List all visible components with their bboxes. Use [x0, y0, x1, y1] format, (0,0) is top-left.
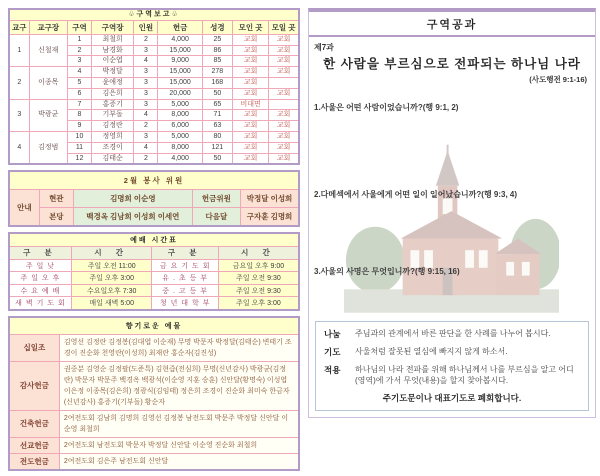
- cell-offering: 15,000: [158, 67, 202, 78]
- cell-district: 11: [67, 142, 91, 153]
- cell-offering-type: 건축헌금: [9, 410, 59, 437]
- cell-names: 백경옥 김남희 이성희 이세연: [73, 208, 192, 227]
- share-row: [324, 328, 580, 340]
- cell-guide-label: 안내: [9, 190, 39, 227]
- cell-met-place: 교회: [232, 45, 268, 56]
- cell-met-place: 교회: [232, 110, 268, 121]
- cell-bible: 278: [202, 67, 232, 78]
- cell-bible: 63: [202, 121, 232, 132]
- table-row: [9, 67, 299, 78]
- table-row: [9, 190, 299, 208]
- cell-time: 주일 오전 9:30: [218, 284, 299, 297]
- volunteer-table: [8, 170, 300, 227]
- cell-parish: 2: [9, 67, 29, 99]
- cell-parish-leader: 이종목: [29, 67, 67, 99]
- column-header: 교구장: [29, 20, 67, 34]
- cell-district: 1: [67, 34, 91, 45]
- lesson-right-page: [308, 8, 596, 418]
- schedule-title: 예배 시간표: [9, 233, 299, 246]
- column-header: 시 간: [71, 246, 152, 259]
- cell-meet-place: 교회: [269, 88, 299, 99]
- cell-count: 4: [134, 110, 158, 121]
- cell-met-place: 교회: [232, 131, 268, 142]
- pray-text: 사울처럼 잘못된 열심에 빠지지 않게 하소서.: [355, 347, 508, 356]
- worship-schedule-table: [8, 232, 300, 311]
- cell-met-place: 교회: [232, 77, 268, 88]
- column-header: 구 분: [9, 246, 71, 259]
- cell-count: 3: [134, 99, 158, 110]
- cell-district-leader: 홍증기: [92, 99, 134, 110]
- table-row: [9, 272, 299, 285]
- cell-district-leader: 김정란: [92, 121, 134, 132]
- table-header-row: [9, 246, 299, 259]
- cell-bible: 71: [202, 110, 232, 121]
- cell-parish: 1: [9, 34, 29, 66]
- cell-names: 박정달 이성희: [241, 190, 299, 208]
- table-row: [9, 131, 299, 142]
- application-box: [315, 321, 589, 411]
- table-title-row: [9, 317, 299, 335]
- apply-label: 적용: [324, 365, 341, 375]
- cell-time: 주일 오후 3:00: [218, 297, 299, 310]
- table-row: [9, 437, 299, 453]
- cell-offering-names: 권중분 김영순 김정팔(도준특) 김현즙(전심희) 무명(신년감사) 박광균(김정란) 박문자 박문주 백경옥 백광석(이순영 지훈 승훈) 신안달(황명숙) 이성엽 이은정 이종목(김은희) 정광식(김임태) 정은희 조경이 진순화 최미숙 한금자(신년감사) 홍증기(기부돌) 황순자: [59, 361, 299, 410]
- cell-met-place: 교회: [232, 142, 268, 153]
- cell-offering-names: 2여전도회 김남희 김명희 김영선 김정봉 남전도회 박문주 박정달 신안달 이순영 최철희: [59, 410, 299, 437]
- cell-meet-place: 교회: [269, 121, 299, 132]
- cell-bible: 50: [202, 153, 232, 164]
- cell-met-place: 교회: [232, 88, 268, 99]
- column-header: 모인 곳: [232, 20, 268, 34]
- cell-district-leader: 정영희: [92, 131, 134, 142]
- column-header: 헌금: [158, 20, 202, 34]
- cell-district: 10: [67, 131, 91, 142]
- cell-parish-leader: 신철재: [29, 34, 67, 66]
- cell-count: 4: [134, 56, 158, 67]
- question-3: 3.사울의 사명은 무엇입니까?(행 9:15, 16): [314, 267, 460, 276]
- cell-offering: 6,000: [158, 121, 202, 132]
- cell-service: 중 . 고 등 부: [152, 284, 218, 297]
- cell-offering: 4,000: [158, 153, 202, 164]
- cell-count: 3: [134, 77, 158, 88]
- cell-count: 3: [134, 45, 158, 56]
- cell-meet-place: 교회: [269, 67, 299, 78]
- cell-time: 주일 오전 11:00: [71, 259, 152, 272]
- church-photo: [344, 140, 559, 335]
- table-title-row: [9, 9, 299, 20]
- question-2: 2.다메섹에서 사울에게 어떤 일이 일어났습니까?(행 9:3, 4): [314, 190, 518, 199]
- cell-met-place: 교회: [232, 153, 268, 164]
- pray-label: 기도: [324, 347, 341, 357]
- cell-bible: 86: [202, 45, 232, 56]
- cell-offering: 8,000: [158, 110, 202, 121]
- district-report-table: [8, 8, 300, 165]
- closing-instruction: 주기도문이나 대표기도로 폐회합니다.: [382, 393, 522, 403]
- cell-parish-leader: 김정범: [29, 131, 67, 164]
- cell-district-leader: 남경화: [92, 45, 134, 56]
- cell-offering: 9,000: [158, 56, 202, 67]
- cell-bible: 121: [202, 142, 232, 153]
- cell-parish: 3: [9, 99, 29, 131]
- table-title-row: [9, 233, 299, 246]
- cell-meet-place: 교회: [269, 131, 299, 142]
- offerings-table: [8, 316, 300, 471]
- lesson-title: 한 사람을 부르심으로 전파되는 하나님 나라: [323, 57, 581, 71]
- column-header: 구역장: [92, 20, 134, 34]
- cell-meet-place: 교회: [269, 45, 299, 56]
- cell-district: 5: [67, 77, 91, 88]
- table-row: [9, 259, 299, 272]
- cell-district-leader: 이순엽: [92, 56, 134, 67]
- cell-service: 청 년 대 학 부: [152, 297, 218, 310]
- cell-offering: 15,000: [158, 77, 202, 88]
- table-row: [9, 297, 299, 310]
- cell-bible: 25: [202, 34, 232, 45]
- cell-service: 유 . 초 등 부: [152, 272, 218, 285]
- cell-count: 3: [134, 131, 158, 142]
- cell-bible: 80: [202, 131, 232, 142]
- cell-met-place: 교회: [232, 121, 268, 132]
- cell-offering-names: 김영선 김정란 김정봉(김대엽 이순재) 무명 박문자 박정달(김태순) 변태기 조경이 진순화 천영란(이성희) 최재란 홍순자(김진성): [59, 334, 299, 361]
- cell-time: 주일 오전 9:30: [218, 272, 299, 285]
- share-label: 나눔: [324, 329, 341, 339]
- apply-row: [324, 364, 580, 386]
- apply-text: 하나님의 나라 전파를 위해 하나님께서 나를 부르심을 알고 어디(영역)에 가서 무엇(내용)을 할지 찾아봅시다.: [355, 365, 574, 385]
- cell-meet-place: 교회: [269, 153, 299, 164]
- cell-offering: 8,000: [158, 142, 202, 153]
- cell-district: 4: [67, 67, 91, 78]
- cell-count: 3: [134, 88, 158, 99]
- cell-offering: 15,000: [158, 45, 202, 56]
- volunteer-title: 2월 봉사 위원: [9, 171, 299, 190]
- cell-meet-place: 교회: [269, 56, 299, 67]
- cell-met-place: 교회: [232, 34, 268, 45]
- offerings-title: 향기로운 예물: [9, 317, 299, 335]
- cell-bible: 85: [202, 56, 232, 67]
- cell-offering: 4,000: [158, 34, 202, 45]
- table-row: [9, 34, 299, 45]
- cell-offering: 5,000: [158, 99, 202, 110]
- pray-row: [324, 346, 580, 358]
- lesson-header: 구역공과: [309, 12, 595, 37]
- cell-offering-names: 2여전도회 남전도회 박문자 박정달 신안달 이순영 진순화 최철희: [59, 437, 299, 453]
- column-header: 모일 곳: [269, 20, 299, 34]
- cell-meet-place: 교회: [269, 110, 299, 121]
- cell-service: 주 일 오 후: [9, 272, 71, 285]
- cell-district-leader: 김은희: [92, 88, 134, 99]
- cell-meet-place: [269, 77, 299, 88]
- cell-count: 2: [134, 153, 158, 164]
- cell-district: 8: [67, 110, 91, 121]
- cell-offering: 5,000: [158, 131, 202, 142]
- cell-met-place: 교회: [232, 67, 268, 78]
- cell-district: 9: [67, 121, 91, 132]
- cell-service: 새 벽 기 도 회: [9, 297, 71, 310]
- cell-district-leader: 박정달: [92, 67, 134, 78]
- table-header-row: [9, 20, 299, 34]
- column-header: 교구: [9, 20, 29, 34]
- cell-district: 12: [67, 153, 91, 164]
- cell-parish: 4: [9, 131, 29, 164]
- cell-service: 수 요 예 배: [9, 284, 71, 297]
- cell-district-leader: 최철희: [92, 34, 134, 45]
- lesson-number: 제7과: [314, 43, 334, 52]
- cell-time: 금요일 오후 9:00: [218, 259, 299, 272]
- cell-count: 2: [134, 34, 158, 45]
- cell-district: 6: [67, 88, 91, 99]
- cell-count: 4: [134, 142, 158, 153]
- cell-count: 3: [134, 67, 158, 78]
- cell-meet-place: 교회: [269, 34, 299, 45]
- bulletin-left-page: [8, 8, 300, 476]
- table-row: [9, 361, 299, 410]
- cell-bible: 50: [202, 88, 232, 99]
- cell-district-leader: 윤애정: [92, 77, 134, 88]
- table-row: [9, 334, 299, 361]
- cell-offering-type: 십일조: [9, 334, 59, 361]
- cell-role: 헌금위원: [192, 190, 240, 208]
- column-header: 인원: [134, 20, 158, 34]
- cell-offering-type: 전도헌금: [9, 453, 59, 470]
- cell-service: 주 일 낮: [9, 259, 71, 272]
- cell-offering-type: 감사헌금: [9, 361, 59, 410]
- column-header: 성경: [202, 20, 232, 34]
- cell-district: 3: [67, 56, 91, 67]
- cell-parish-leader: 박광균: [29, 99, 67, 131]
- district-report-title: ♧구역보고♧: [9, 9, 299, 20]
- cell-area: 현관: [39, 190, 73, 208]
- share-text: 주님과의 관계에서 바른 판단을 한 사례를 나누어 봅시다.: [355, 329, 551, 338]
- cell-met-place: 비대면: [232, 99, 268, 110]
- column-header: 구 분: [152, 246, 218, 259]
- cell-district-leader: 조경이: [92, 142, 134, 153]
- cell-meet-place: [269, 99, 299, 110]
- cell-district: 2: [67, 45, 91, 56]
- cell-names: 구자훈 김명희: [241, 208, 299, 227]
- cell-offering-type: 선교헌금: [9, 437, 59, 453]
- cell-time: 수요일오후 7:30: [71, 284, 152, 297]
- table-title-row: [9, 171, 299, 190]
- column-header: 구역: [67, 20, 91, 34]
- column-header: 시 간: [218, 246, 299, 259]
- cell-bible: 65: [202, 99, 232, 110]
- cell-met-place: 교회: [232, 56, 268, 67]
- scripture-reference: (사도행전 9:1-16): [529, 75, 587, 84]
- cell-time: 매일 새벽 5:00: [71, 297, 152, 310]
- cell-area: 본당: [39, 208, 73, 227]
- table-row: [9, 284, 299, 297]
- cell-offering-names: 2여전도회 김은주 남전도회 신안달: [59, 453, 299, 470]
- cell-time: 주일 오후 3:00: [71, 272, 152, 285]
- cell-service: 금 요 기 도 회: [152, 259, 218, 272]
- cell-count: 2: [134, 121, 158, 132]
- cell-district-leader: 김태순: [92, 153, 134, 164]
- question-1: 1.사울은 어떤 사람이었습니까?(행 9:1, 2): [314, 103, 459, 112]
- cell-district: 7: [67, 99, 91, 110]
- table-row: [9, 99, 299, 110]
- cell-role: 다음달: [192, 208, 240, 227]
- cell-district-leader: 기부돌: [92, 110, 134, 121]
- table-row: [9, 453, 299, 470]
- table-row: [9, 208, 299, 227]
- cell-meet-place: 교회: [269, 142, 299, 153]
- cell-offering: 20,000: [158, 88, 202, 99]
- cell-names: 김명희 이순영: [73, 190, 192, 208]
- cell-bible: 168: [202, 77, 232, 88]
